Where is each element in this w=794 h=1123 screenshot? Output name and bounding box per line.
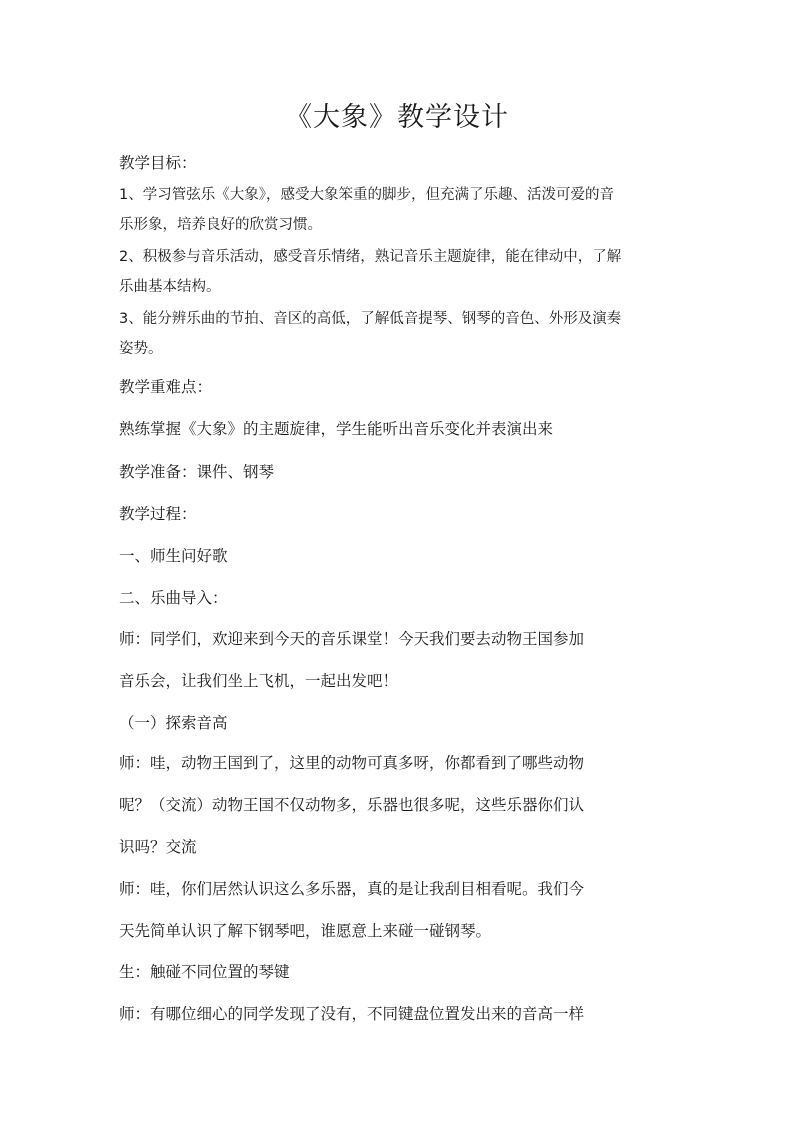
goal-1-line-2: 乐形象，培养良好的欣赏习惯。 (119, 217, 322, 233)
heading-teaching-goals: 教学目标： (119, 154, 197, 172)
section-2-heading: 二、乐曲导入： (119, 589, 228, 607)
student-line-1: 生：触碰不同位置的琴键 (119, 963, 290, 981)
goal-2-line-1: 2、积极参与音乐活动，感受音乐情绪，熟记音乐主题旋律，能在律动中，了解 (119, 249, 622, 265)
teacher-line-2b: 呢？（交流）动物王国不仅动物多，乐器也很多呢，这些乐器你们认 (119, 796, 585, 814)
teacher-line-3b: 天先简单认识了解下钢琴吧，谁愿意上来碰一碰钢琴。 (119, 922, 492, 940)
section-1-heading: 一、师生问好歌 (119, 547, 228, 565)
teacher-line-3a: 师：哇，你们居然认识这么多乐器，真的是让我刮目相看呢。我们今 (119, 880, 585, 898)
teacher-line-2c: 识吗？交流 (119, 838, 197, 856)
subsection-explore-pitch: （一）探索音高 (119, 714, 228, 732)
goal-3-line-1: 3、能分辨乐曲的节拍、音区的高低，了解低音提琴、钢琴的音色、外形及演奏 (119, 311, 622, 327)
heading-key-points: 教学重难点： (119, 378, 213, 396)
teacher-line-4a: 师：有哪位细心的同学发现了没有，不同键盘位置发出来的音高一样 (119, 1005, 585, 1023)
heading-teaching-process: 教学过程： (119, 505, 197, 523)
goal-3-line-2: 姿势。 (119, 341, 163, 357)
teaching-preparation: 教学准备：课件、钢琴 (119, 463, 275, 481)
goal-2-line-2: 乐曲基本结构。 (119, 279, 221, 295)
teacher-line-1b: 音乐会，让我们坐上飞机，一起出发吧！ (119, 672, 399, 690)
teacher-line-1a: 师：同学们，欢迎来到今天的音乐课堂！今天我们要去动物王国参加 (119, 630, 585, 648)
goal-1-line-1: 1、学习管弦乐《大象》，感受大象笨重的脚步，但充满了乐趣、活泼可爱的音 (119, 187, 614, 203)
document-title: 《大象》教学设计 (285, 102, 509, 133)
key-points-text: 熟练掌握《大象》的主题旋律，学生能听出音乐变化并表演出来 (119, 420, 554, 438)
teacher-line-2a: 师：哇，动物王国到了，这里的动物可真多呀，你都看到了哪些动物 (119, 754, 585, 772)
